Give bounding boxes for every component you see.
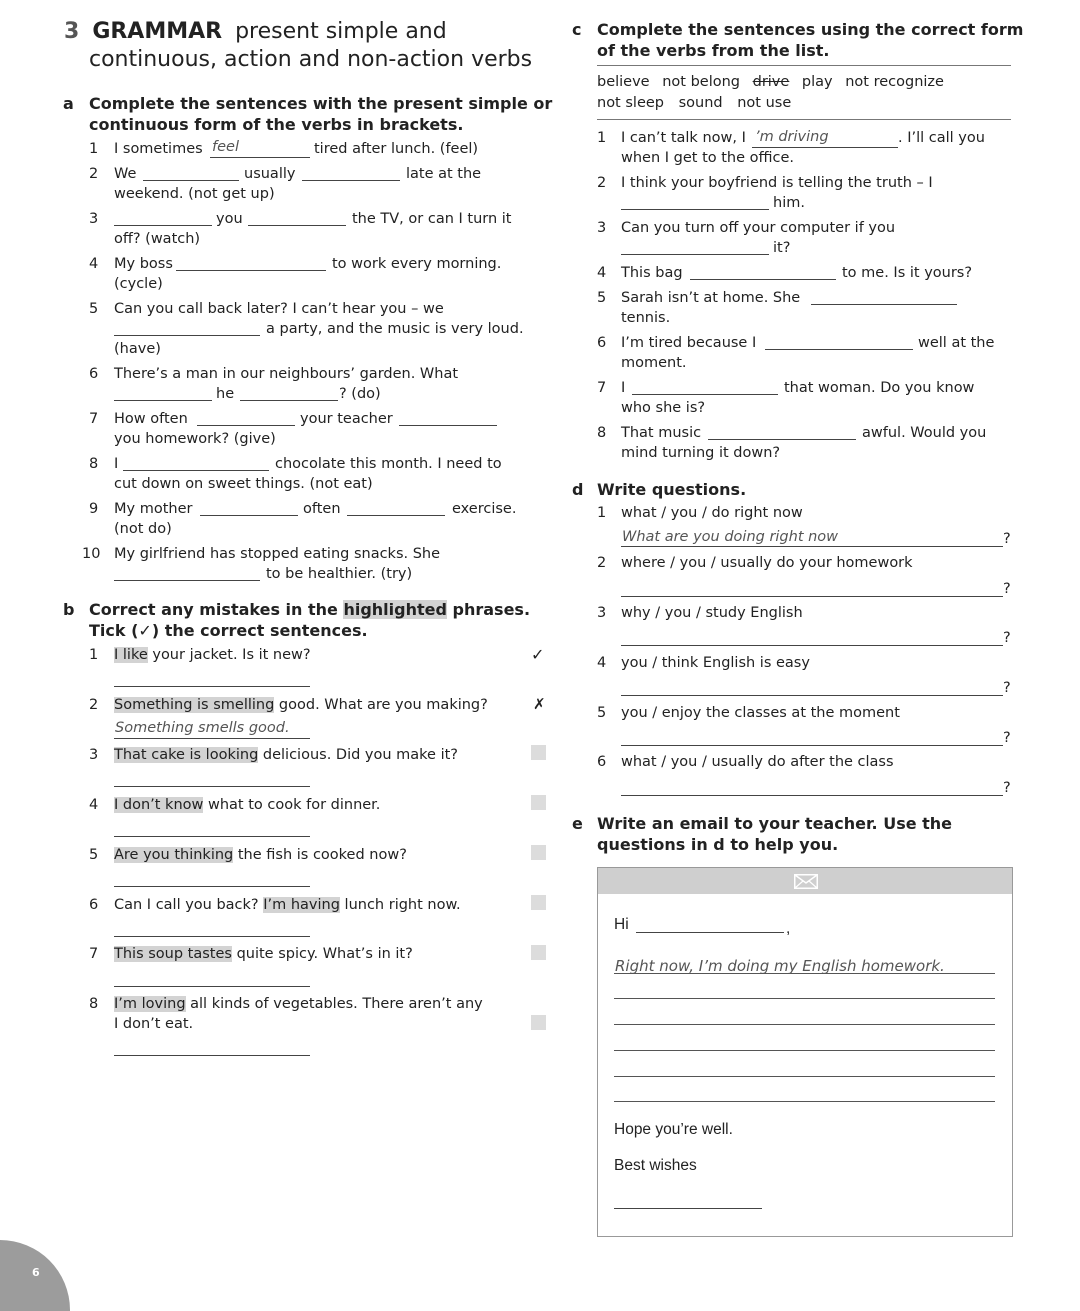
answer-blank[interactable] [765, 349, 913, 350]
a-item-text: ? (do) [339, 386, 381, 402]
tick-box[interactable] [531, 745, 546, 760]
tick-box[interactable] [531, 845, 546, 860]
email-greeting: Hi [614, 916, 629, 933]
answer-blank[interactable] [399, 425, 497, 426]
c-item-number: 4 [597, 265, 607, 281]
section-b-letter: b [63, 600, 75, 619]
section-e-instruction: Write an email to your teacher. Use the [597, 814, 953, 833]
section-b-instruction-line2: Tick (✓) the correct sentences. [89, 621, 368, 640]
b-item-text: This soup tastes quite spicy. What’s in it? [114, 946, 413, 962]
a-item-number: 8 [89, 456, 99, 472]
word: not use [737, 95, 792, 111]
c-item-text: I can’t talk now, I [621, 130, 746, 146]
a-item-text: I sometimes [114, 141, 203, 157]
a-item-number: 3 [89, 211, 99, 227]
a-item-text: My mother [114, 501, 193, 517]
email-signature-blank[interactable] [614, 1208, 762, 1209]
b-item-number: 8 [89, 996, 99, 1012]
page-number: 6 [32, 1266, 40, 1279]
answer-line[interactable] [621, 596, 1003, 597]
c-item-number: 8 [597, 425, 607, 441]
word-list-row2 [597, 95, 791, 111]
a-item-text: (have) [114, 341, 161, 357]
question-mark: ? [1003, 581, 1011, 597]
c-item-text: moment. [621, 355, 687, 371]
d-item-prompt: what / you / do right now [621, 505, 803, 521]
b-item-text: Something is smelling good. What are you making? [114, 697, 488, 713]
tick-box[interactable] [531, 795, 546, 810]
correction-blank[interactable] [114, 986, 310, 987]
b-item-text: I like your jacket. Is it new? [114, 647, 311, 663]
correction-blank[interactable] [114, 936, 310, 937]
word: not belong [662, 74, 740, 90]
c-item-number: 1 [597, 130, 607, 146]
c-item-number: 6 [597, 335, 607, 351]
email-box [597, 867, 1013, 1237]
d-item-number: 6 [597, 754, 607, 770]
b-item-text: That cake is looking delicious. Did you make it? [114, 747, 458, 763]
correction-blank[interactable] [114, 1055, 310, 1056]
c-item-text: that woman. Do you know [784, 380, 975, 396]
c-item-text: mind turning it down? [621, 445, 781, 461]
a-item-text: cut down on sweet things. (not eat) [114, 476, 373, 492]
a-item-number: 9 [89, 501, 99, 517]
a-item-text: to be healthier. (try) [266, 566, 413, 582]
c-item-text: Sarah isn’t at home. She [621, 290, 801, 306]
d-item-prompt: why / you / study English [621, 605, 803, 621]
b-item-number: 4 [89, 797, 99, 813]
section-b-instruction: Correct any mistakes in the highlighted phrases. [89, 600, 531, 619]
d-item-prompt: where / you / usually do your homework [621, 555, 913, 571]
word: believe [597, 74, 650, 90]
answer-blank[interactable] [200, 515, 298, 516]
c-item-text: I think your boyfriend is telling the truth – I [621, 175, 933, 191]
a-item-text: Can you call back later? I can’t hear you – we [114, 301, 444, 317]
correction-blank[interactable] [114, 686, 310, 687]
email-header-bar [598, 868, 1012, 894]
answer-blank[interactable] [811, 304, 957, 305]
tick-mark: ✓ [531, 645, 545, 664]
correction-blank[interactable] [114, 786, 310, 787]
a-item-text: weekend. (not get up) [114, 186, 275, 202]
d-item-prompt: you / think English is easy [621, 655, 810, 671]
a-item-text: to work every morning. [332, 256, 502, 272]
a-item-text: your teacher [300, 411, 393, 427]
answer-blank[interactable] [302, 180, 400, 181]
a-item-text: (cycle) [114, 276, 163, 292]
c-item-text: well at the [918, 335, 995, 351]
c-item-text: him. [773, 195, 805, 211]
email-comma: , [786, 920, 791, 937]
email-writing-line[interactable] [614, 998, 995, 999]
section-c-instruction-line2: of the verbs from the list. [597, 41, 830, 60]
a-item-text: My girlfriend has stopped eating snacks. She [114, 546, 441, 562]
email-writing-line[interactable] [614, 1076, 995, 1077]
email-writing-line[interactable] [614, 1101, 995, 1102]
a-item-number: 1 [89, 141, 99, 157]
answer-blank[interactable] [632, 394, 778, 395]
c-item-text: who she is? [621, 400, 706, 416]
c-item-text: . I’ll call you [898, 130, 985, 146]
answer-blank[interactable] [690, 279, 836, 280]
b-item-text-line2: I don’t eat. [114, 1016, 194, 1032]
a-item-answer: feel [212, 139, 239, 155]
answer-blank[interactable] [621, 209, 769, 210]
a-item-text: a party, and the music is very loud. [266, 321, 524, 337]
b-item-number: 2 [89, 697, 99, 713]
section-c-instruction: Complete the sentences using the correct form [597, 20, 1024, 39]
correction-blank[interactable] [114, 836, 310, 837]
answer-blank[interactable] [752, 147, 898, 148]
question-mark: ? [1003, 531, 1011, 547]
a-item-number: 2 [89, 166, 99, 182]
a-item-text: We [114, 166, 137, 182]
answer-line[interactable] [621, 645, 1003, 646]
a-item-text: usually [244, 166, 296, 182]
d-item-number: 1 [597, 505, 607, 521]
correction-answer: Something smells good. [115, 720, 290, 736]
c-item-text: This bag [621, 265, 683, 281]
email-closing-line: Hope you’re well. [614, 1121, 733, 1138]
c-item-text: to me. Is it yours? [842, 265, 973, 281]
c-item-text: awful. Would you [862, 425, 987, 441]
answer-blank[interactable] [708, 439, 856, 440]
a-item-text: My boss [114, 256, 173, 272]
section-a-letter: a [63, 94, 74, 113]
section-c-letter: c [572, 20, 582, 39]
a-item-number: 4 [89, 256, 99, 272]
section-heading-line2: continuous, action and non-action verbs [89, 47, 533, 72]
b-item-text: I’m loving all kinds of vegetables. There aren’t any [114, 996, 483, 1012]
a-item-text: off? (watch) [114, 231, 201, 247]
d-item-answer: What are you doing right now [622, 529, 839, 545]
word: not sleep [597, 95, 664, 111]
correction-blank[interactable] [114, 738, 310, 739]
email-sign-off: Best wishes [614, 1157, 697, 1174]
answer-line[interactable] [621, 745, 1003, 746]
email-first-line: Right now, I’m doing my English homework. [615, 957, 945, 975]
email-writing-line[interactable] [614, 1024, 995, 1025]
email-writing-line[interactable] [614, 973, 995, 974]
word-list [597, 74, 944, 90]
c-item-text: I’m tired because I [621, 335, 757, 351]
word: play [801, 74, 833, 90]
c-item-text: it? [773, 240, 791, 256]
section-a-instruction: Complete the sentences with the present simple or [89, 94, 553, 113]
tick-box[interactable] [531, 945, 546, 960]
answer-blank[interactable] [114, 580, 260, 581]
a-item-text: How often [114, 411, 188, 427]
email-writing-line[interactable] [614, 1050, 995, 1051]
answer-blank[interactable] [197, 425, 295, 426]
answer-blank[interactable] [347, 515, 445, 516]
a-item-number: 7 [89, 411, 99, 427]
b-item-number: 1 [89, 647, 99, 663]
answer-blank[interactable] [123, 470, 269, 471]
c-item-text: Can you turn off your computer if you [621, 220, 896, 236]
cross-mark: ✗ [533, 695, 546, 713]
c-item-number: 7 [597, 380, 607, 396]
word-box-top-rule [597, 65, 1011, 66]
answer-line[interactable] [621, 695, 1003, 696]
d-item-prompt: you / enjoy the classes at the moment [621, 705, 900, 721]
answer-blank[interactable] [621, 254, 769, 255]
answer-blank[interactable] [240, 400, 338, 401]
answer-blank[interactable] [114, 400, 212, 401]
answer-blank[interactable] [210, 157, 310, 158]
question-mark: ? [1003, 780, 1011, 796]
c-item-number: 2 [597, 175, 607, 191]
a-item-text: I [114, 456, 119, 472]
correction-blank[interactable] [114, 886, 310, 887]
section-a-instruction-line2: continuous form of the verbs in brackets. [89, 115, 464, 134]
a-item-number: 6 [89, 366, 99, 382]
question-mark: ? [1003, 630, 1011, 646]
tick-box[interactable] [531, 895, 546, 910]
question-mark: ? [1003, 730, 1011, 746]
tick-box[interactable] [531, 1015, 546, 1030]
section-e-instruction-line2: questions in d to help you. [597, 835, 839, 854]
d-item-prompt: what / you / usually do after the class [621, 754, 894, 770]
a-item-text: late at the [406, 166, 482, 182]
c-item-number: 3 [597, 220, 607, 236]
section-e-letter: e [572, 814, 583, 833]
b-item-number: 6 [89, 897, 99, 913]
a-item-text: he [216, 386, 235, 402]
word-used: drive [752, 74, 790, 90]
b-item-text: I don’t know what to cook for dinner. [114, 797, 381, 813]
c-item-number: 5 [597, 290, 607, 306]
d-item-number: 3 [597, 605, 607, 621]
a-item-text: chocolate this month. I need to [275, 456, 502, 472]
d-item-number: 4 [597, 655, 607, 671]
section-d-letter: d [572, 480, 584, 499]
c-item-answer: ’m driving [755, 129, 829, 145]
d-item-number: 2 [597, 555, 607, 571]
a-item-text: often [303, 501, 341, 517]
word: not recognize [845, 74, 944, 90]
answer-blank[interactable] [248, 225, 346, 226]
a-item-text: you [216, 211, 243, 227]
email-name-blank[interactable] [636, 932, 784, 933]
a-item-text: the TV, or can I turn it [352, 211, 512, 227]
answer-blank[interactable] [114, 335, 260, 336]
a-item-text: tired after lunch. (feel) [314, 141, 479, 157]
b-item-number: 7 [89, 946, 99, 962]
a-item-text: you homework? (give) [114, 431, 276, 447]
answer-line[interactable] [621, 546, 1003, 547]
answer-blank[interactable] [143, 180, 239, 181]
c-item-text: I [621, 380, 626, 396]
b-item-number: 3 [89, 747, 99, 763]
section-d-instruction: Write questions. [597, 480, 747, 499]
answer-blank[interactable] [176, 270, 326, 271]
envelope-icon [794, 874, 818, 889]
d-item-number: 5 [597, 705, 607, 721]
a-item-text: (not do) [114, 521, 172, 537]
a-item-number: 10 [82, 546, 101, 562]
c-item-text: That music [621, 425, 702, 441]
question-mark: ? [1003, 680, 1011, 696]
b-item-text: Can I call you back? I’m having lunch right now. [114, 897, 461, 913]
word: sound [678, 95, 723, 111]
a-item-text: There’s a man in our neighbours’ garden. What [114, 366, 459, 382]
c-item-text: when I get to the office. [621, 150, 795, 166]
c-item-text: tennis. [621, 310, 671, 326]
b-item-number: 5 [89, 847, 99, 863]
b-item-text: Are you thinking the fish is cooked now? [114, 847, 407, 863]
section-heading: 3 GRAMMAR present simple and [64, 19, 447, 44]
answer-line[interactable] [621, 795, 1003, 796]
word-box-bottom-rule [597, 119, 1011, 120]
a-item-number: 5 [89, 301, 99, 317]
a-item-text: exercise. [452, 501, 517, 517]
answer-blank[interactable] [114, 225, 212, 226]
